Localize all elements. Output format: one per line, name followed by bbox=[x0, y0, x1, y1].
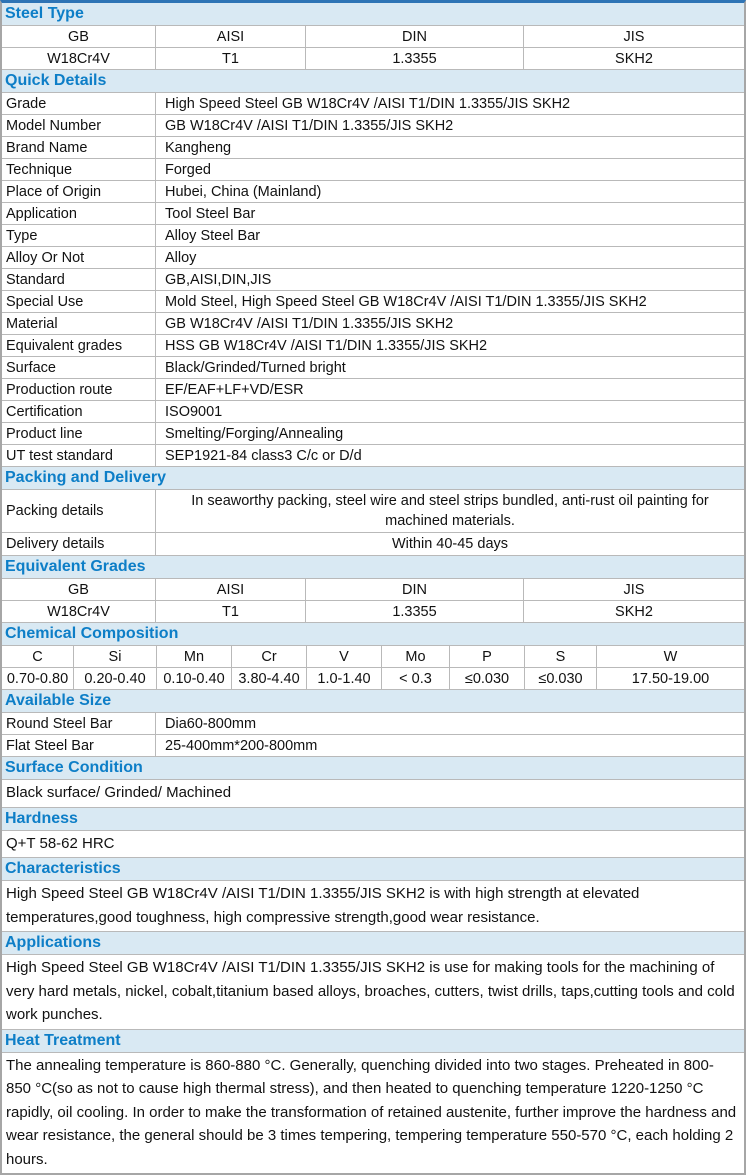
element-symbol: W bbox=[596, 646, 744, 667]
row-value: High Speed Steel GB W18Cr4V /AISI T1/DIN 1.3355/JIS SKH2 bbox=[155, 93, 744, 114]
element-content-range: 0.70-0.80 bbox=[6, 670, 69, 687]
steel-type-value: W18Cr4V bbox=[47, 50, 110, 67]
element-symbol: C bbox=[32, 648, 43, 665]
row-label: Surface bbox=[6, 359, 56, 376]
row-label: Standard bbox=[6, 271, 65, 288]
section-title: Packing and Delivery bbox=[5, 469, 166, 486]
element-content-range: < 0.3 bbox=[381, 668, 449, 689]
element-content-range: 0.20-0.40 bbox=[73, 668, 156, 689]
equivalent-grades-value-row bbox=[2, 600, 744, 622]
heat-treatment-text: The annealing temperature is 860-880 °C. Generally, quenching divided into two stages. Preheated in 800- 850 °C(so as not to cause high thermal stress), and then heated to quenching temperature 1220-1250 °C rapidly, oil cooling. In order to make the transformation of retained austenite, further improve the hardness and wear resistance, the general should be 3 times tempering, tempering temperature 550-570 °C, each holding 2 hours. bbox=[2, 1052, 744, 1174]
row-value: Kangheng bbox=[155, 137, 744, 158]
element-symbol: Si bbox=[73, 646, 156, 667]
quick-details-row bbox=[2, 356, 744, 378]
section-header-hardness bbox=[2, 807, 744, 830]
row-value: ISO9001 bbox=[155, 401, 744, 422]
section-title: Quick Details bbox=[5, 72, 107, 89]
row-label: Alloy Or Not bbox=[6, 249, 85, 266]
row-value: 25-400mm*200-800mm bbox=[155, 735, 744, 756]
element-symbol: Mo bbox=[381, 646, 449, 667]
chemical-composition-header-row bbox=[2, 645, 744, 667]
steel-type-value: T1 bbox=[155, 48, 305, 69]
quick-details-row bbox=[2, 114, 744, 136]
section-title: Characteristics bbox=[5, 860, 121, 877]
row-value: Mold Steel, High Speed Steel GB W18Cr4V /AISI T1/DIN 1.3355/JIS SKH2 bbox=[155, 291, 744, 312]
quick-details-row bbox=[2, 246, 744, 268]
row-label: Grade bbox=[6, 95, 47, 112]
row-label: Technique bbox=[6, 161, 73, 178]
equivalent-grades-column-header: GB bbox=[68, 581, 89, 598]
quick-details-row bbox=[2, 422, 744, 444]
section-header-equivalent-grades bbox=[2, 555, 744, 578]
row-value: EF/EAF+LF+VD/ESR bbox=[155, 379, 744, 400]
quick-details-row bbox=[2, 180, 744, 202]
equivalent-grades-value: SKH2 bbox=[523, 601, 744, 622]
section-header-characteristics bbox=[2, 857, 744, 880]
row-value: Alloy Steel Bar bbox=[155, 225, 744, 246]
row-value: Smelting/Forging/Annealing bbox=[155, 423, 744, 444]
row-value: Tool Steel Bar bbox=[155, 203, 744, 224]
section-header-applications bbox=[2, 931, 744, 954]
quick-details-row bbox=[2, 158, 744, 180]
element-symbol: P bbox=[449, 646, 524, 667]
section-title: Applications bbox=[5, 934, 102, 951]
section-title: Surface Condition bbox=[5, 759, 143, 776]
steel-type-column-header: DIN bbox=[305, 26, 523, 47]
available-size-row bbox=[2, 734, 744, 756]
equivalent-grades-value: W18Cr4V bbox=[47, 603, 110, 620]
row-label: Type bbox=[6, 227, 38, 244]
section-title: Hardness bbox=[5, 809, 78, 827]
available-size-row bbox=[2, 712, 744, 734]
packing-delivery-row bbox=[2, 532, 744, 555]
steel-type-value: SKH2 bbox=[523, 48, 744, 69]
section-header-surface-condition bbox=[2, 756, 744, 779]
chemical-composition-value-row bbox=[2, 667, 744, 689]
quick-details-row bbox=[2, 268, 744, 290]
quick-details-row bbox=[2, 136, 744, 158]
quick-details-row bbox=[2, 400, 744, 422]
element-content-range: 3.80-4.40 bbox=[231, 668, 306, 689]
steel-type-value: 1.3355 bbox=[305, 48, 523, 69]
row-label: Flat Steel Bar bbox=[6, 737, 94, 754]
quick-details-row bbox=[2, 378, 744, 400]
equivalent-grades-column-header: DIN bbox=[305, 579, 523, 600]
row-label: Production route bbox=[6, 381, 113, 398]
element-symbol: V bbox=[306, 646, 381, 667]
steel-type-column-header: JIS bbox=[523, 26, 744, 47]
equivalent-grades-column-header: JIS bbox=[523, 579, 744, 600]
quick-details-row bbox=[2, 334, 744, 356]
equivalent-grades-value: T1 bbox=[155, 601, 305, 622]
row-value: In seaworthy packing, steel wire and steel strips bundled, anti-rust oil painting for machined materials. bbox=[155, 490, 744, 532]
row-label: Round Steel Bar bbox=[6, 715, 113, 732]
section-title: Available Size bbox=[5, 692, 112, 709]
characteristics-text: High Speed Steel GB W18Cr4V /AISI T1/DIN 1.3355/JIS SKH2 is with high strength at elevated temperatures,good toughness, high compressive strength,good wear resistance. bbox=[2, 880, 744, 931]
quick-details-row bbox=[2, 202, 744, 224]
row-value: HSS GB W18Cr4V /AISI T1/DIN 1.3355/JIS SKH2 bbox=[155, 335, 744, 356]
row-label: Equivalent grades bbox=[6, 337, 123, 354]
steel-type-header-row bbox=[2, 25, 744, 47]
equivalent-grades-column-header: AISI bbox=[155, 579, 305, 600]
applications-text: High Speed Steel GB W18Cr4V /AISI T1/DIN 1.3355/JIS SKH2 is use for making tools for the machining of very hard metals, nickel, cobalt,titanium based alloys, broaches, cutters, twist drills, taps,cutting tools and cold work punches. bbox=[2, 954, 744, 1029]
row-label: Delivery details bbox=[6, 536, 105, 552]
row-value: Within 40-45 days bbox=[155, 533, 744, 555]
row-value: GB,AISI,DIN,JIS bbox=[155, 269, 744, 290]
quick-details-row bbox=[2, 290, 744, 312]
hardness-text: Q+T 58-62 HRC bbox=[2, 830, 744, 858]
section-header-quick-details bbox=[2, 69, 744, 92]
element-symbol: Mn bbox=[156, 646, 231, 667]
equivalent-grades-value: 1.3355 bbox=[305, 601, 523, 622]
row-value: Dia60-800mm bbox=[155, 713, 744, 734]
section-title: Equivalent Grades bbox=[5, 558, 146, 575]
row-value: Alloy bbox=[155, 247, 744, 268]
section-header-heat-treatment bbox=[2, 1029, 744, 1052]
row-label: Packing details bbox=[6, 503, 104, 519]
section-header-steel-type bbox=[2, 3, 744, 25]
quick-details-row bbox=[2, 92, 744, 114]
row-label: Certification bbox=[6, 403, 83, 420]
section-header-packing-delivery bbox=[2, 466, 744, 489]
row-value: Hubei, China (Mainland) bbox=[155, 181, 744, 202]
row-value: GB W18Cr4V /AISI T1/DIN 1.3355/JIS SKH2 bbox=[155, 313, 744, 334]
section-header-chemical-composition bbox=[2, 622, 744, 645]
element-symbol: Cr bbox=[231, 646, 306, 667]
row-value: SEP1921-84 class3 C/c or D/d bbox=[155, 445, 744, 466]
equivalent-grades-header-row bbox=[2, 578, 744, 600]
element-content-range: ≤0.030 bbox=[449, 668, 524, 689]
row-label: Model Number bbox=[6, 117, 102, 134]
row-value: GB W18Cr4V /AISI T1/DIN 1.3355/JIS SKH2 bbox=[155, 115, 744, 136]
packing-delivery-row bbox=[2, 489, 744, 532]
row-value: Black/Grinded/Turned bright bbox=[155, 357, 744, 378]
row-label: Brand Name bbox=[6, 139, 88, 156]
element-symbol: S bbox=[524, 646, 596, 667]
section-title: Steel Type bbox=[5, 5, 84, 22]
row-label: Application bbox=[6, 205, 77, 222]
row-label: Product line bbox=[6, 425, 83, 442]
element-content-range: 1.0-1.40 bbox=[306, 668, 381, 689]
quick-details-row bbox=[2, 224, 744, 246]
surface-condition-text: Black surface/ Grinded/ Machined bbox=[2, 779, 744, 807]
section-title: Heat Treatment bbox=[5, 1031, 121, 1049]
quick-details-row bbox=[2, 444, 744, 466]
steel-type-value-row bbox=[2, 47, 744, 69]
section-header-available-size bbox=[2, 689, 744, 712]
quick-details-row bbox=[2, 312, 744, 334]
section-title: Chemical Composition bbox=[5, 625, 179, 642]
row-label: Material bbox=[6, 315, 58, 332]
element-content-range: 17.50-19.00 bbox=[596, 668, 744, 689]
steel-type-column-header: GB bbox=[68, 28, 89, 45]
element-content-range: 0.10-0.40 bbox=[156, 668, 231, 689]
steel-type-column-header: AISI bbox=[155, 26, 305, 47]
row-value: Forged bbox=[155, 159, 744, 180]
row-label: Place of Origin bbox=[6, 183, 102, 200]
row-label: Special Use bbox=[6, 293, 84, 310]
element-content-range: ≤0.030 bbox=[524, 668, 596, 689]
row-label: UT test standard bbox=[6, 447, 113, 464]
